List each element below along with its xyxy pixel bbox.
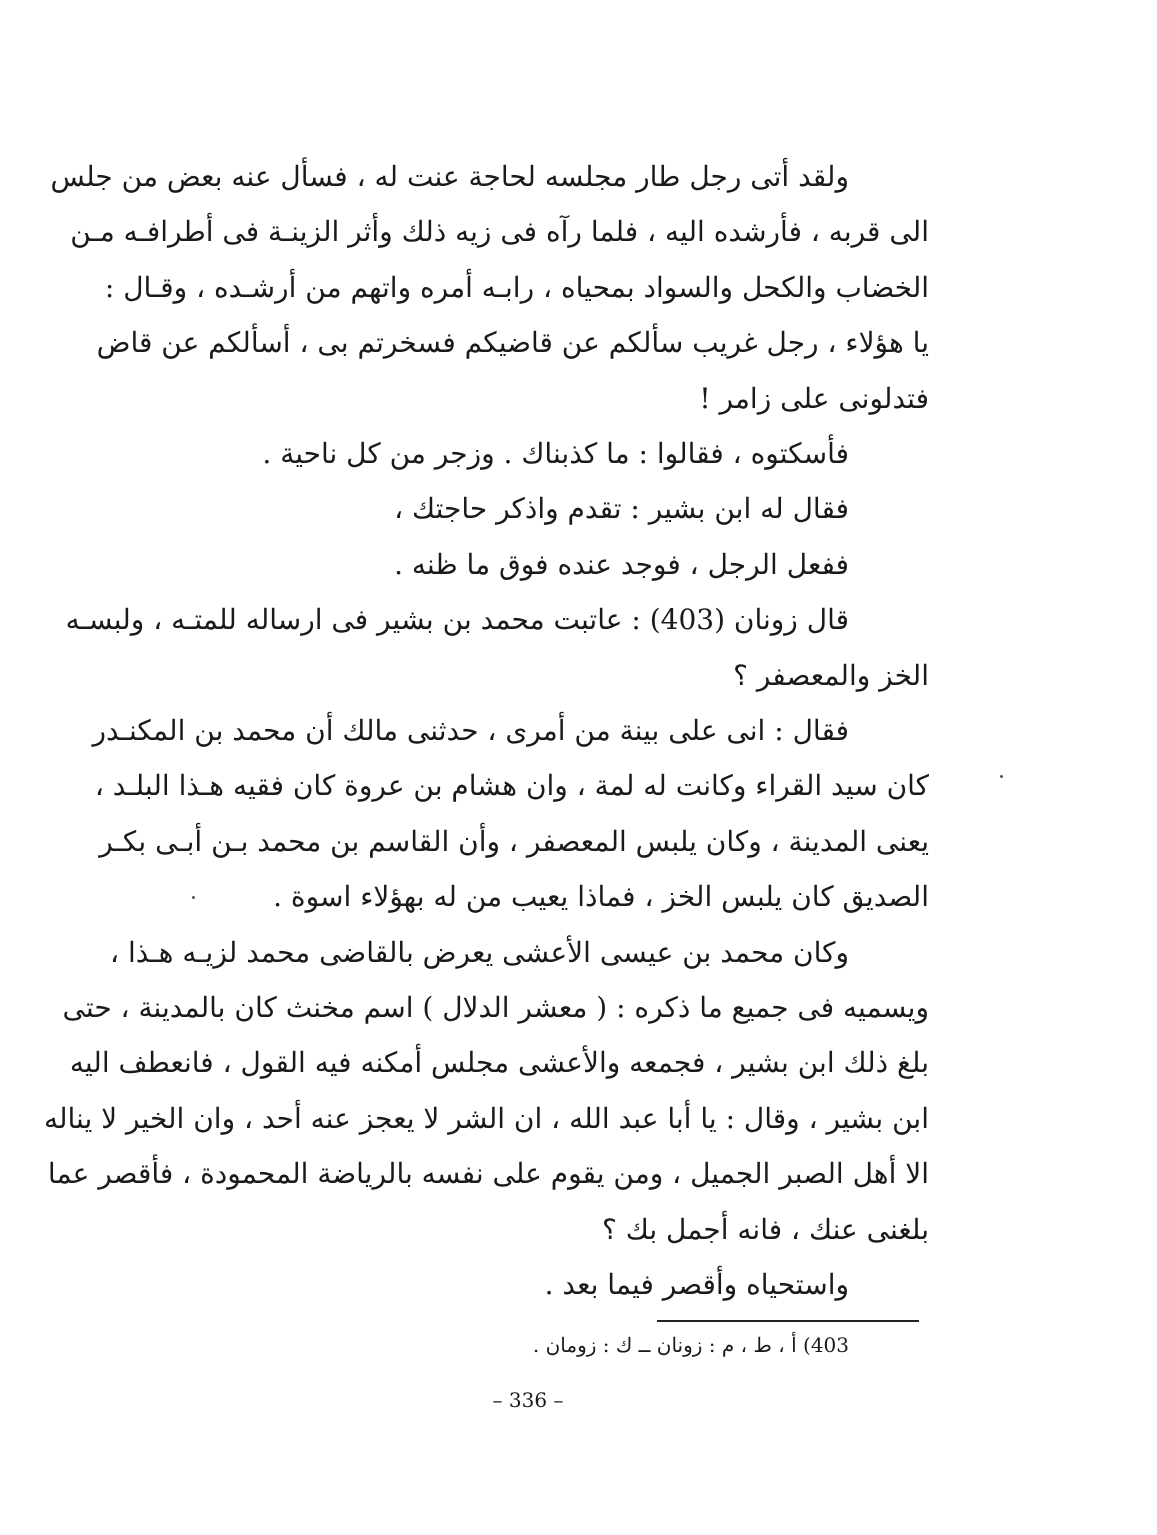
body-line-4: يا هؤلاء ، رجل غريب سألكم عن قاضيكم فسخرتم بى ، أسألكم عن قاض bbox=[96, 326, 929, 359]
body-line-1: ولقد أتى رجل طار مجلسه لحاجة عنت له ، فسأل عنه بعض من جلس bbox=[50, 160, 849, 193]
body-line-5: فتدلونى على زامر ! bbox=[699, 382, 929, 415]
body-line-13: يعنى المدينة ، وكان يلبس المعصفر ، وأن القاسم بن محمد بـن أبـى بكـر bbox=[99, 825, 929, 858]
body-line-8: ففعل الرجل ، فوجد عنده فوق ما ظنه . bbox=[394, 548, 849, 581]
scan-speck bbox=[192, 896, 195, 899]
body-line-21: واستحياه وأقصر فيما بعد . bbox=[544, 1268, 849, 1301]
body-line-17: بلغ ذلك ابن بشير ، فجمعه والأعشى مجلس أمكنه فيه القول ، فانعطف اليه bbox=[69, 1046, 929, 1079]
footnote-divider bbox=[657, 1320, 919, 1322]
body-line-14: الصديق كان يلبس الخز ، فماذا يعيب من له بهؤلاء اسوة . bbox=[273, 880, 929, 913]
body-line-12: كان سيد القراء وكانت له لمة ، وان هشام بن عروة كان فقيه هـذا البلـد ، bbox=[94, 769, 929, 802]
body-line-10: الخز والمعصفر ؟ bbox=[733, 659, 929, 692]
body-line-2: الى قربه ، فأرشده اليه ، فلما رآه فى زيه ذلك وأثر الزينـة فى أطرافـه مـن bbox=[70, 215, 929, 248]
body-line-20: بلغنى عنك ، فانه أجمل بك ؟ bbox=[601, 1213, 929, 1246]
body-line-19: الا أهل الصبر الجميل ، ومن يقوم على نفسه بالرياضة المحمودة ، فأقصر عما bbox=[47, 1157, 929, 1190]
body-line-16: ويسميه فى جميع ما ذكره : ( معشر الدلال ) اسم مخنث كان بالمدينة ، حتى bbox=[62, 991, 929, 1024]
footnote-text: 403) أ ، ط ، م : زونان ــ ك : زومان . bbox=[532, 1333, 849, 1357]
body-line-15: وكان محمد بن عيسى الأعشى يعرض بالقاضى محمد لزيـه هـذا ، bbox=[110, 936, 849, 969]
body-line-7: فقال له ابن بشير : تقدم واذكر حاجتك ، bbox=[394, 492, 849, 525]
page-number: – 336 – bbox=[492, 1388, 564, 1412]
body-line-9: قال زونان (403) : عاتبت محمد بن بشير فى ارساله للمتـه ، ولبسـه bbox=[65, 603, 849, 636]
body-line-3: الخضاب والكحل والسواد بمحياه ، رابـه أمره واتهم من أرشـده ، وقـال : bbox=[104, 271, 929, 304]
body-line-11: فقال : انى على بينة من أمرى ، حدثنى مالك أن محمد بن المكنـدر bbox=[92, 714, 849, 747]
body-line-6: فأسكتوه ، فقالوا : ما كذبناك . وزجر من كل ناحية . bbox=[262, 437, 849, 470]
scan-speck bbox=[1000, 775, 1003, 778]
body-line-18: ابن بشير ، وقال : يا أبا عبد الله ، ان الشر لا يعجز عنه أحد ، وان الخير لا يناله bbox=[43, 1102, 929, 1135]
